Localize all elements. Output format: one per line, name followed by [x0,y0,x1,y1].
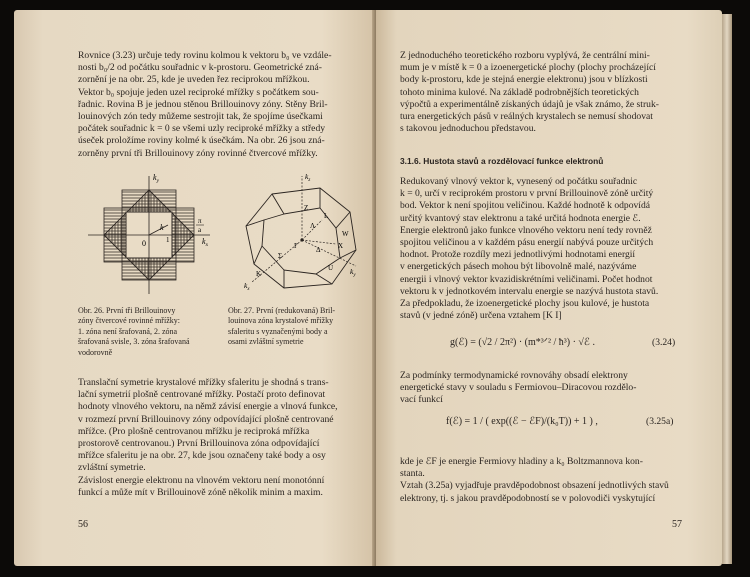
equation-3-25a-number: (3.25a) [646,416,674,427]
fig27-sigma-label: Σ [278,252,283,260]
equation-3-24-number: (3.24) [652,337,676,348]
figure-27-caption: Obr. 27. První (redukovaná) Bril- louinova zóna krystalové mřížky sfaleritu s vyznačenými body a osami zvláštní symetrie [228,306,336,347]
fig26-ky-label: $k_y$ [153,173,160,184]
fig26-k-label: k [160,223,164,232]
right-page-number: 57 [672,519,682,530]
section-heading: 3.1.6. Hustota stavů a rozdělovací funkce elektronů [400,156,604,166]
fig26-origin-label: 0 [142,239,146,248]
figure-27-sphalerite-zone [232,170,364,300]
fig26-frac-den: a [198,226,202,234]
fig27-L-label: L [324,212,329,220]
fig26-zone-number: 1 [166,236,170,244]
fig27-ky-label: $k_y$ [350,267,356,278]
right-closing-paragraph: kde je ℰF je energie Fermiovy hladiny a k₀ Boltzmannova kon- stanta. Vztah (3.25a) vyjadřuje pravděpodobnost obsazení jednotlivých stavů elektrony, tj. s jakou pravděpodobností se v polovodiči vyskytující [400,456,669,504]
fig27-Z-label: Z [304,204,309,212]
section-paragraph: Redukovaný vlnový vektor k, vynesený od počátku souřadnic k = 0, určí v reciprokém prostoru v první Brillouinově zóně určitý bod. Vektor k není spojitou veličinou. Každé hodnotě k odpovídá určitý kvantový stav elektronu a také určitá hodnota energie ℰ. Energie elektronů jako funkce vlnového vektoru není tedy rovněž spojitou veličinou a v každém pásu energií nabývá pouze určitých hodnot. Protože rozdíly mezi jednotlivými hodnotami energií v energetických pásech mohou být libovolně malé, nazýváme energii i vlnový vektor kvazidiskrétními veličinami. Počet hodnot vektoru k v jednotkovém intervalu energie se nazývá hustota stavů. Za předpokladu, že izoenergetické plochy jsou kulové, je hustota stavů (v jedné zóně) určena vztahem [K I] [400,176,659,322]
fig27-W-label: W [342,230,349,238]
left-page-number: 56 [78,519,88,530]
fermi-dirac-intro: Za podmínky termodynamické rovnováhy obsadí elektrony energetické stavy v souladu s Fermiovou–Diracovou rozdělo- vací funkcí [400,370,637,406]
equation-3-25a: f(ℰ) = 1 / ( exp((ℰ − ℰF)/(k₀T)) + 1 ) , [446,416,598,427]
fig27-X-label: X [338,242,344,250]
fig26-frac-num: π [198,217,202,225]
fig27-lambda-label: Λ [310,222,316,230]
figure-26-caption: Obr. 26. První tři Brillouinovy zóny čtvercové rovinné mřížky: 1. zóna není šrafovaná, 2. zóna šrafovaná svisle, 3. zóna šrafovaná vodorovně [78,306,190,357]
left-page [14,10,376,566]
right-page [376,10,722,566]
fig26-kx-label: $k_x$ [202,237,209,248]
book-edge [722,14,732,564]
left-body-paragraph: Translační symetrie krystalové mřížky sfaleritu je shodná s trans- lační symetrií plošně centrované mřížky. Postačí proto definovat hodnoty vlnového vektoru, na němž závisí energie a vlnová funkce, v rozmezí první Brillouinovy zóny odpovídající plošně centrované mřížce. (Pro plošně centrovanou mřížku je reciproká mřížka prostorově centrovanou.) První Brillouinova zóna odpovídající mřížce sfaleritu je na obr. 27, kde jsou označeny také body a osy zvláštní symetrie. Závislost energie elektronu na vlnovém vektoru není monotónní funkcí a může mít v Brillouinově zóně několik minim a maxim. [78,377,338,498]
fig27-delta-label: Δ [316,246,321,254]
right-intro-paragraph: Z jednoduchého teoretického rozboru vyplývá, že centrální mini- mum je v místě k = 0 a izoenergetické plochy (plochy procházející body k-prostoru, kde je stejná energie elektronu) jsou v blízkosti tohoto minima kulové. Na základě podrobnějších teoretických výpočtů a experimentálně získaných údajů je však známo, že struk- tura energetických pásů v reálných krystalech se nemusí shodovat s takovou jednoduchou představou. [400,50,659,135]
fig27-kx-label: $k_x$ [244,281,250,292]
fig27-U-label: U [328,264,334,272]
fig27-gamma-label: Γ [294,242,299,250]
fig27-kz-label: $k_z$ [305,172,311,183]
equation-3-24: g(ℰ) = (√2 / 2π²) · (m*³ᐟ² / ħ³) · √ℰ . [450,337,595,348]
left-intro-paragraph: Rovnice (3.23) určuje tedy rovinu kolmou k vektoru b₀ ve vzdále- nosti b₀/2 od počátku souřadnic v k-prostoru. Geometrické zná- zornění je na obr. 25, kde je uveden řez reciprokou mřížkou. Vektor b₀ spojuje jeden uzel reciproké mřížky s počátkem sou- řadnic. Rovina B je jednou stěnou Brillouinovy zóny. Stěny Bril- louinových zón tedy můžeme sestrojit tak, že spojíme úsečkami počátek souřadnic k = 0 se všemi uzly reciproké mřížky a středy úseček proložíme roviny kolmé k úsečkám. Na obr. 26 jsou zná- zorněny první tři Brillouinovy zóny rovinné čtvercové mřížky. [78,50,332,159]
figure-26-brillouin-zones [84,170,214,300]
fig27-K-label: K [256,270,262,278]
